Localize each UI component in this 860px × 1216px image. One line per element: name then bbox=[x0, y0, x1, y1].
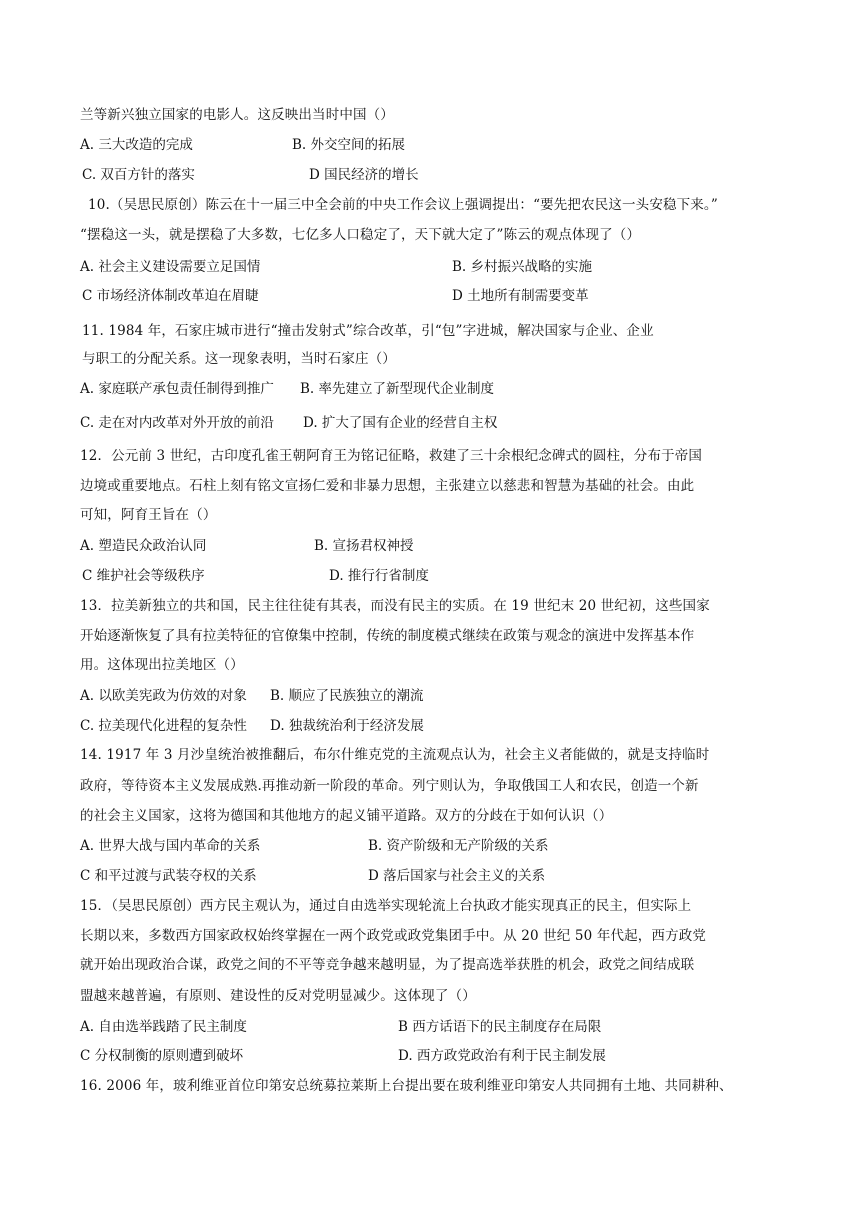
q12-option-d: D. 推行行省制度 bbox=[329, 568, 429, 584]
q15-option-b: B 西方话语下的民主制度存在局限 bbox=[398, 1019, 602, 1035]
q12-option-c: C 维护社会等级秩序 bbox=[82, 568, 205, 584]
q15-option-d: D. 西方政党政治有利于民主制发展 bbox=[398, 1048, 606, 1064]
q15-stem-line-3: 就开始出现政治合谋，政党之间的不平等竞争越来越明显，为了提高选举获胜的机会，政党之间结成联 bbox=[80, 957, 695, 973]
q12-option-b: B. 宣扬君权神授 bbox=[314, 538, 414, 554]
q15-stem-line-1: 15．（吴思民原创）西方民主观认为，通过自由选举实现轮流上台执政才能实现真正的民主，但实际上 bbox=[80, 898, 692, 914]
q15-option-c: C 分权制衡的原则遭到破坏 bbox=[80, 1048, 244, 1064]
q12-stem-line-3: 可知，阿育王旨在（） bbox=[80, 507, 217, 523]
q13-stem-line-2: 开始逐渐恢复了具有拉美特征的官僚集中控制，传统的制度模式继续在政策与观念的演进中发挥基本作 bbox=[80, 628, 695, 644]
q11-stem-line-1: 11. 1984 年，石家庄城市进行“撞击发射式”综合改革，引“包”字进城，解决国家与企业、企业 bbox=[82, 323, 654, 339]
q13-option-c: C. 拉美现代化进程的复杂性 bbox=[80, 718, 247, 734]
q14-stem-line-1: 14. 1917 年 3 月沙皇统治被推翻后，布尔什维克党的主流观点认为，社会主义者能做的，就是支持临时 bbox=[80, 747, 710, 763]
q16-stem-line-1: 16. 2006 年，玻利维亚首位印第安总统募拉莱斯上台提出要在玻利维亚印第安人共同拥有土地、共同耕种、 bbox=[80, 1078, 733, 1094]
q12-stem-line-1: 12．公元前 3 世纪，古印度孔雀王朝阿育王为铭记征略，救建了三十余根纪念碑式的圆柱，分布于帝国 bbox=[80, 448, 703, 464]
q10-option-c: C 市场经济体制改革迫在眉睫 bbox=[82, 288, 259, 304]
q12-option-a: A. 塑造民众政治认同 bbox=[80, 538, 207, 554]
q11-option-a: A. 家庭联产承包责任制得到推广 bbox=[80, 381, 274, 397]
q14-option-c: C 和平过渡与武装夺权的关系 bbox=[80, 868, 257, 884]
q13-option-d: D. 独裁统治利于经济发展 bbox=[270, 718, 424, 734]
q15-stem-line-2: 长期以来，多数西方国家政权始终掌握在一两个政党或政党集团手中。从 20 世纪 50 年代起，西方政党 bbox=[80, 928, 707, 944]
q9-option-b: B. 外交空间的拓展 bbox=[292, 137, 406, 153]
q9-stem-tail: 兰等新兴独立国家的电影人。这反映出当时中国（） bbox=[80, 107, 394, 123]
q14-stem-line-3: 的社会主义国家，这将为德国和其他地方的起义铺平道路。双方的分歧在于如何认识（） bbox=[80, 808, 613, 824]
q10-option-b: B. 乡村振兴战略的实施 bbox=[452, 259, 593, 275]
q9-option-a: A. 三大改造的完成 bbox=[80, 137, 193, 153]
q13-option-a: A. 以欧美宪政为仿效的对象 bbox=[80, 688, 247, 704]
q9-option-c: C. 双百方针的落实 bbox=[82, 167, 195, 183]
q12-stem-line-2: 边境或重要地点。石柱上刻有铭文宣扬仁爱和非暴力思想，主张建立以慈悲和智慧为基础的社会。由此 bbox=[80, 478, 695, 494]
q13-stem-line-1: 13．拉美新独立的共和国，民主往往徒有其表，而没有民主的实质。在 19 世纪末 20 世纪初，这些国家 bbox=[80, 598, 710, 614]
q13-option-b: B. 顺应了民族独立的潮流 bbox=[270, 688, 424, 704]
q14-option-b: B. 资产阶级和无产阶级的关系 bbox=[368, 838, 549, 854]
q10-stem-line-1: 10.（吴思民原创）陈云在十一届三中全会前的中央工作会议上强调提出：“要先把农民这一头安稳下来。” bbox=[88, 197, 718, 213]
q13-stem-line-3: 用。这体现出拉美地区（） bbox=[80, 657, 244, 673]
q14-stem-line-2: 政府，等待资本主义发展成熟.再推动新一阶段的革命。列宁则认为，争取俄国工人和农民，创造一个新 bbox=[80, 778, 699, 794]
q15-stem-line-4: 盟越来越普遍，有原则、建设性的反对党明显减少。这体现了（） bbox=[80, 988, 476, 1004]
q15-option-a: A. 自由选举践踏了民主制度 bbox=[80, 1019, 247, 1035]
q9-option-d: D 国民经济的增长 bbox=[309, 167, 419, 183]
q14-option-a: A. 世界大战与国内革命的关系 bbox=[80, 838, 261, 854]
q10-option-d: D 土地所有制需要变革 bbox=[452, 288, 589, 304]
q14-option-d: D 落后国家与社会主义的关系 bbox=[368, 868, 546, 884]
q10-stem-line-2: “摆稳这一头，就是摆稳了大多数，七亿多人口稳定了，天下就大定了”陈云的观点体现了（） bbox=[80, 227, 641, 243]
q11-stem-line-2: 与职工的分配关系。这一现象表明，当时石家庄（） bbox=[82, 351, 396, 367]
q11-option-c: C. 走在对内改革对外开放的前沿 bbox=[80, 415, 274, 431]
q10-option-a: A. 社会主义建设需要立足国情 bbox=[80, 259, 261, 275]
q11-option-b: B. 率先建立了新型现代企业制度 bbox=[300, 381, 495, 397]
q11-option-d: D. 扩大了国有企业的经营自主权 bbox=[303, 415, 498, 431]
